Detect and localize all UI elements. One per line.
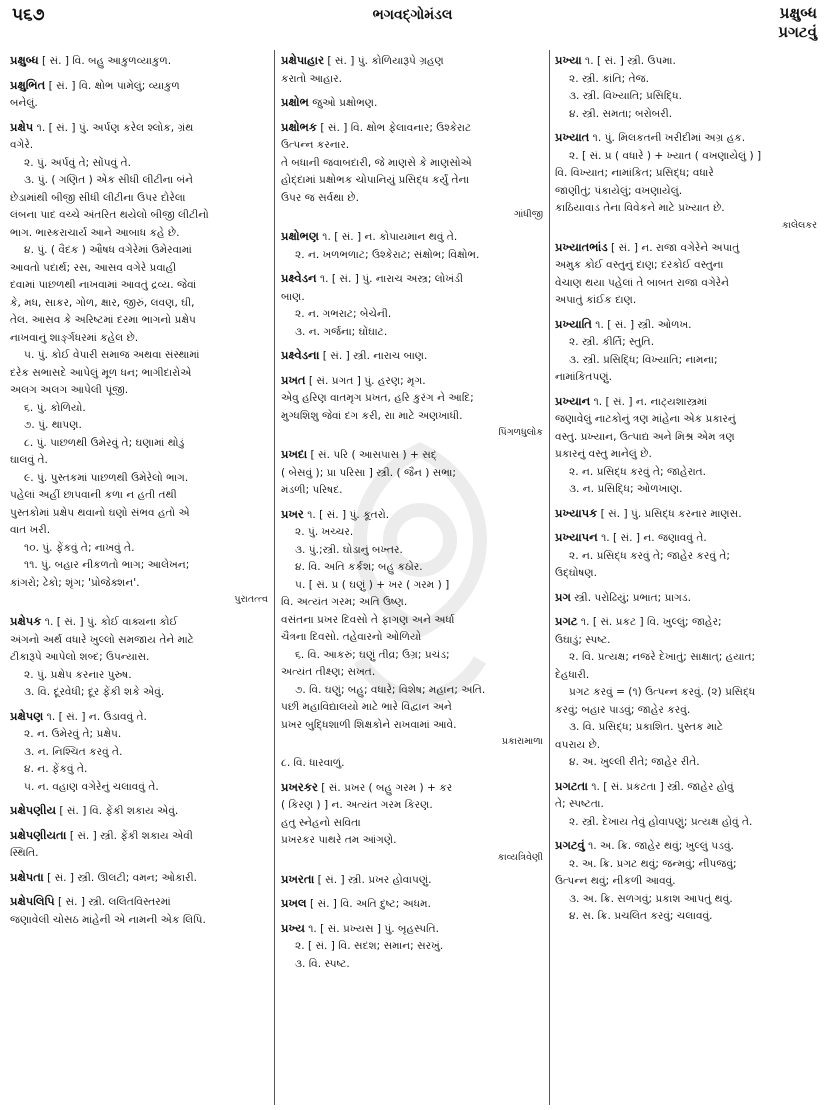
- dictionary-entry: [281, 895, 543, 914]
- entry-line: ૨. [ સં. ] વિ. સદશ; સમાન; સરખું.: [295, 940, 444, 952]
- entry-line: તે બધાની જવાબદારી, જે માણસે કે માણસોએ: [281, 156, 472, 169]
- entry-line: ૪. ન. ફેંકવું તે.: [24, 763, 88, 775]
- entry-first-line: પ્રખદા [ સં. પરિ ( આસપાસ ) + સદ્: [281, 447, 437, 461]
- entry-first-line: પ્રખત [ સં. પ્રગત ] પું. હરણ; મૃગ.: [281, 372, 426, 387]
- entry-line: દેહધારી.: [555, 668, 590, 681]
- entry-line: ૨. ન. પ્રસિદ્ધ કરવું તે; જાહેરાત.: [569, 465, 707, 478]
- dictionary-entry: [555, 589, 817, 608]
- dictionary-entry: [555, 837, 817, 926]
- entry-line: ૩. સ્ત્રી. પ્રસિદ્ધિ; વિખ્યાતિ; નામના;: [569, 353, 718, 366]
- headword: પ્રક્ષ્વેડના: [281, 348, 320, 362]
- dictionary-entry: [555, 778, 817, 832]
- entry-line: એવુ હરિણ વાતમૃગ પ્રખત, હરિ કુરંગ ને આદિ;: [281, 392, 474, 404]
- entry-line: જાણીતું; પંકાયેલું; વખણાયેલું.: [555, 184, 683, 197]
- entry-first-line: પ્રક્ષુબ્ધ [ સં. ] વિ. બહુ આકુળવ્યાકુળ.: [10, 53, 172, 67]
- entry-line: ૨. પું. અર્પવું તે; સોંપવું તે.: [24, 156, 132, 169]
- book-title: ભગવદ્ગોમંડલ: [372, 7, 453, 23]
- entry-line: પ્રકારનું વસ્તુ માનેલું છે.: [555, 448, 652, 460]
- citation-source: પિંગળધુલોક: [498, 427, 543, 438]
- entry-line: ૯. પું. પુસ્તકમાં પાછળથી ઉમેરેલો ભાગ.: [24, 471, 189, 484]
- headword: પ્રખદા: [281, 447, 308, 461]
- entry-line: વગેરે.: [10, 139, 34, 151]
- entry-first-line: પ્રગટતા ૧. [ સં. પ્રકટતા ] સ્ત્રી. જાહેર હોવું: [555, 778, 734, 793]
- headword: પ્રક્ષોભણ: [281, 229, 319, 243]
- entry-first-line: પ્રક્ષેપણ ૧. [ સં. ] ન. ઉડાવવું તે.: [10, 708, 147, 723]
- entry-line: હતુ સ્નેહનો સવિતા: [281, 816, 361, 829]
- dictionary-entry: [281, 347, 543, 366]
- entry-line: આવતો પદાર્થ; રસ, આસવ વગેરે પ્રવાહી: [10, 261, 177, 274]
- entry-first-line: પ્રક્ષોભણ ૧. [ સં. ] ન. કોપાયમાન થવું તે.: [281, 229, 458, 243]
- entry-first-line: પ્રખ્યાત ૧. પું. મિલકતની ખરીદીમાં અગ્ર હક.: [555, 130, 746, 144]
- entry-first-line: પ્રક્ષોભ જુઓ પ્રક્ષોભણ.: [281, 95, 378, 109]
- entry-line: ૩. અ. ક્રિ. સળગવું; પ્રકાશ આપતું થવું.: [569, 892, 733, 905]
- dictionary-entry: [555, 529, 817, 583]
- entry-line: ૨. [ સં. પ્ર ( વધારે ) + ખ્યાત ( વખણાયેલું ) ]: [569, 149, 762, 162]
- entry-line: ૩. ન. નિશ્ચિત કરવું તે.: [24, 745, 123, 758]
- dictionary-entry: [281, 871, 543, 890]
- dictionary-entry: [281, 372, 543, 441]
- headword: પ્રખ્યાન: [555, 393, 591, 408]
- entry-line: અપાતું કાંઈક દાણ.: [555, 294, 637, 306]
- headword: પ્રક્ષેપ: [10, 119, 34, 134]
- headword: પ્રક્ષેપણીય: [10, 803, 57, 817]
- dictionary-entry: [555, 393, 817, 499]
- headword: પ્રક્ષેપક: [10, 614, 42, 628]
- entry-line: દરેક સભાસદે આપેલું મૂળ ધન; ભાગીદારોએ: [10, 366, 192, 379]
- dictionary-entry: [10, 827, 268, 863]
- headword: પ્રગટતા: [555, 778, 588, 793]
- entry-line: ૧૧. પું. બહાર નીકળતો ભાગ; આલેખન;: [24, 559, 190, 571]
- entry-line: ૨. વિ. પ્રત્યક્ષ; નજરે દેખાતું; સાક્ષાત્; હયાત;: [569, 651, 756, 663]
- entry-first-line: પ્રખલ [ સં. ] વિ. અતિ દુષ્ટ; અધમ.: [281, 896, 432, 910]
- entry-line: ( બેસવું ); પ્રા પરિસા ] સ્ત્રી. ( જૈન ) સભા;: [281, 466, 456, 479]
- entry-line: ૫. ન. વહાણ વગેરેનું ચલાવવું તે.: [24, 780, 159, 793]
- entry-line: બાણ.: [281, 290, 305, 303]
- entry-line: વિ. વિખ્યાત; નામાંકિત; પ્રસિદ્ધ; વધારે: [555, 167, 714, 179]
- entry-line: કરવું; બહાર પાડવું; જાહેર કરવું.: [555, 703, 691, 716]
- entry-first-line: પ્રખર ૧. [ સં. ] પું. કૂતરો.: [281, 506, 390, 521]
- dictionary-entry: [281, 119, 543, 223]
- entry-line: ૩. સ્ત્રી. વિખ્યાતિ; પ્રસિદ્ધિ.: [569, 90, 682, 102]
- headword: પ્રક્ષોભક: [281, 119, 318, 134]
- headword: પ્રખ્યાતભાંડ: [555, 239, 608, 254]
- headword: પ્રક્ષેપણ: [10, 708, 44, 723]
- entry-first-line: પ્રક્ષ્વેડના [ સં. ] સ્ત્રી. નારાચ બાણ.: [281, 348, 428, 362]
- guide-word-last: પ્રગટવું: [778, 23, 817, 41]
- headword: પ્રખ્ય: [281, 920, 305, 935]
- entry-line: કાઠિયાવાડ તેના વિવેકને માટે પ્રખ્યાત છે.: [555, 202, 725, 214]
- entry-first-line: પ્રગટ ૧. [ સં. પ્રકટ ] વિ. ખુલ્લું; જાહેર;: [555, 614, 722, 628]
- dictionary-entry: [10, 869, 268, 888]
- entry-line: ૨. ન. ખળભળાટ; ઉશ્કેરાટ; સંક્ષોભ; વિક્ષોભ.: [295, 248, 480, 261]
- entry-line: ૧૦. પું. ફેંકવું તે; નાખવું તે.: [24, 541, 135, 554]
- entry-line: ૬. પું. કોળિયો.: [24, 401, 86, 414]
- entry-line: હોદ્દામાં પ્રક્ષોભક ચોપાનિયું પ્રસિદ્ધ કર્યું તેના: [281, 174, 470, 186]
- headword: પ્રખલ: [281, 896, 307, 910]
- entry-line: તે; સ્પષ્ટતા.: [555, 798, 604, 810]
- headword: પ્રક્ષુભિત: [10, 77, 46, 92]
- entry-line: ૪. સ. ક્રિ. પ્રચલિત કરવું; ચલાવવું.: [569, 910, 713, 922]
- entry-line: ૭. પું. થાપણ.: [24, 419, 82, 431]
- headword: પ્રખ્યાત: [555, 130, 590, 144]
- headword: પ્રક્ષેપતા: [10, 869, 44, 884]
- entry-line: ભાગ. ભાસ્કરાચાર્ય આને આબાધ કહે છે.: [10, 226, 180, 239]
- headword: પ્રખ્યાતિ: [555, 316, 592, 331]
- entry-first-line: પ્રગટવું ૧. અ. ક્રિ. જાહેર થવું; ખુલ્લું પડવું.: [555, 838, 734, 852]
- entry-first-line: પ્રક્ષેપ ૧. [ સં. ] પું. અર્પણ કરેલ શ્લોક, ગ્રંથ: [10, 119, 194, 134]
- page-number: ૫૬૭: [12, 5, 45, 25]
- entry-line: ઘાલવું તે.: [10, 454, 48, 466]
- column-rule-2: [549, 50, 550, 1105]
- dictionary-entry: [281, 94, 543, 113]
- entry-first-line: પ્રખ્ય ૧. [ સં. પ્રખ્યસ ] પું. બૃહસ્પતિ.: [281, 920, 439, 935]
- headword: પ્રખ્યા: [555, 53, 582, 67]
- entry-line: મુગ્ધશિશુ જેવાં દગ કરી, રાા માટે અણખાધી.: [281, 409, 463, 422]
- dictionary-entry: [281, 779, 543, 865]
- entry-line: ટીકારૂપે આપેલો શબ્દ; ઉપન્યાસ.: [10, 651, 150, 663]
- entry-line: અત્યંત તીક્ષ્ણ; સખત.: [281, 666, 376, 678]
- entry-line: ૫. [ સં. પ્ર ( ઘણું ) + ખર ( ગરમ ) ]: [295, 578, 450, 591]
- entry-line: કાંગરો; ઢેકો; શૃંગ; 'પ્રોજેક્શન'.: [10, 576, 140, 589]
- headword: પ્રખરકર: [281, 779, 318, 794]
- entry-first-line: પ્રખ્યાન ૧. [ સં. ] ન. નાટ્યશાસ્ત્રમાં: [555, 393, 708, 408]
- entry-first-line: પ્રક્ષેપક ૧. [ સં. ] પું. કોઈ વાક્યના કોઈ: [10, 614, 178, 628]
- entry-line: ૩. પું. ( ગણિત ) એક સીધી લીટીના બંને: [24, 174, 194, 186]
- citation-source: ગાંધીજી: [514, 209, 543, 220]
- entry-first-line: પ્રખ્યાતભાંડ [ સં. ] ન. રાજા વગેરેને અપાતું: [555, 239, 740, 254]
- entry-line: સ્થિતિ.: [10, 847, 39, 859]
- page-header: [0, 0, 825, 52]
- entry-first-line: પ્રખ્યાપન ૧. [ સં. ] ન. જણાવવું તે.: [555, 530, 707, 544]
- entry-line: ૪. સ્ત્રી. સમતા; બરોબરી.: [569, 107, 673, 120]
- guide-words: [778, 4, 817, 42]
- entry-first-line: પ્રખરકર [ સં. પ્રખર ( બહુ ગરમ ) + કર: [281, 779, 453, 794]
- citation-source: પ્રકારામાળા: [501, 736, 543, 747]
- entry-line: ૪. અ. ખુલ્લી રીતે; જાહેર રીતે.: [569, 756, 700, 768]
- entry-line: ૩. વિ. પ્રસિદ્ધ; પ્રકાશિત. પુસ્તક માટે: [569, 721, 724, 733]
- dictionary-entry: [281, 52, 543, 88]
- entry-line: ૨. પું. ખચ્ચર.: [295, 526, 354, 538]
- entry-line: જણાવેલી ચોસઠ માંહેની એ નામની એક લિપિ.: [10, 913, 206, 926]
- dictionary-entry: [281, 270, 543, 341]
- headword: પ્રક્ષ્વેડન: [281, 271, 317, 285]
- entry-line: નાખવાનું શાર્ઙ્ગધરમાં કહેલ છે.: [10, 331, 139, 344]
- entry-first-line: પ્રક્ષ્વેડન ૧. [ સં. ] પું. નારાચ અસ્ત્ર; લોખંડી: [281, 271, 463, 285]
- dictionary-entry: [10, 613, 268, 702]
- entry-first-line: પ્રક્ષેપણીય [ સં. ] વિ. ફેંકી શકાય એવું.: [10, 803, 179, 817]
- entry-line: વેચાણ થયા પહેલાં તે બાબત રાજા વગેરેને: [555, 276, 730, 289]
- entry-line: વિ. અત્યંત ગરમ; અતિ ઉષ્ણ.: [281, 596, 408, 608]
- entry-line: ૨. અ. ક્રિ. પ્રગટ થવું; જન્મવું; નીપજવું;: [569, 857, 737, 870]
- entry-line: વસંતના પ્રખર દિવસો તે ફાગણ અને અર્ધા: [281, 613, 455, 626]
- entry-line: અંગનો અર્થ વધારે ખુલ્લો સમજાય તેને માટે: [10, 633, 194, 646]
- headword: પ્રગ: [555, 589, 571, 604]
- entry-first-line: પ્રખ્યા ૧. [ સં. ] સ્ત્રી. ઉપમા.: [555, 53, 676, 67]
- entry-line: વસ્તુ. પ્રખ્યાન, ઉત્પાદ્ય અને મિશ્ર એમ ત્રણ: [555, 430, 735, 443]
- dictionary-entry: [10, 77, 268, 113]
- entry-first-line: પ્રક્ષેપતા [ સં. ] સ્ત્રી. ઊલટી; વમન; ઓકારી.: [10, 869, 198, 884]
- entry-line: ૨. ન. પ્રસિદ્ધ કરવું તે; જાહેર કરવું તે;: [569, 549, 730, 562]
- dictionary-entry: [555, 52, 817, 123]
- entry-line: ૪. પું. ( વૈદક ) ઔષધ વગેરેમાં ઉમેરવામાં: [24, 244, 192, 256]
- entry-line: કરાતો આહાર.: [281, 72, 343, 85]
- entry-line: પ્રખર બુદ્ધિશાળી શિક્ષકોને રાખવામાં આવે.: [281, 718, 457, 731]
- headword: પ્રખરતા: [281, 871, 315, 886]
- dictionary-entry: [555, 316, 817, 387]
- dictionary-entry: [281, 755, 543, 773]
- dictionary-entry: [555, 129, 817, 233]
- entry-line: તેલ. આસવ કે અરિષ્ટમાં દરમા ભાગનો પ્રક્ષેપ: [10, 314, 196, 326]
- entry-line: પહેલાં અહીં છાપવાની કળા ન હતી તથી: [10, 489, 177, 501]
- entry-first-line: પ્રખરતા [ સં. ] સ્ત્રી. પ્રખર હોવાપણું.: [281, 871, 432, 886]
- entry-line: ઉદ્ઘોષણ.: [555, 567, 598, 579]
- dictionary-entry: [10, 708, 268, 797]
- headword: પ્રક્ષોભ: [281, 95, 309, 109]
- entry-first-line: પ્રગ સ્ત્રી. પરોઢિયું; પ્રભાત; પ્રાગડ.: [555, 589, 691, 604]
- dictionary-entry: [281, 920, 543, 974]
- dictionary-entry: [281, 446, 543, 500]
- entry-line: પ્રગટ કરવું = (૧) ઉત્પન્ન કરવું. (૨) પ્રસિદ્ધ: [569, 686, 756, 698]
- entry-line: ઉત્પન્ન થવું; નીકળી આવવું.: [555, 875, 676, 887]
- entry-line: ૨. સ્ત્રી. કીર્તિ; સ્તુતિ.: [569, 336, 655, 348]
- entry-line: ૫. પું. કોઈ વેપારી સમાજ અથવા સંસ્થામાં: [24, 349, 200, 361]
- entry-line: કે, મધ, સાકર, ગોળ, ક્ષાર, જીરું, લવણ, ઘી,: [10, 296, 195, 309]
- dictionary-entry: [10, 802, 268, 821]
- entry-line: ચૈત્રના દિવસો. તહેવારનો ઓળિયો: [281, 631, 422, 643]
- entry-line: મંડળી; પરિષદ.: [281, 484, 343, 496]
- dictionary-entry: [281, 228, 543, 264]
- dictionary-entry: [10, 119, 268, 608]
- entry-line: વાત ખરી.: [10, 524, 51, 536]
- headword: પ્રક્ષેપણીયતા: [10, 827, 67, 842]
- entry-line: ૨. સ્ત્રી. દેખાય તેવું હોવાપણું; પ્રત્યક્ષ હોવું તે.: [569, 815, 753, 828]
- entry-first-line: પ્રક્ષેપાહાર [ સં. ] પું. કોળિયારૂપે ગ્રહણ: [281, 53, 444, 67]
- dictionary-entry: [10, 893, 268, 929]
- entry-line: ૩. વિ. સ્પષ્ટ.: [295, 957, 350, 970]
- dictionary-entry: [281, 506, 543, 750]
- column-left: [10, 52, 268, 1102]
- entry-line: નામાંકિતપણું.: [555, 371, 612, 383]
- entry-line: પછી મહાવિદ્યાલયો માટે ભારે વિદ્વાન અને: [281, 701, 452, 713]
- entry-first-line: પ્રક્ષેપલિપિ [ સં. ] સ્ત્રી. લલિતવિસ્તરમાં: [10, 894, 171, 908]
- entry-line: ઉઘાડું; સ્પષ્ટ.: [555, 633, 611, 646]
- entry-line: ૨. ન. ઉમેરવું તે; પ્રક્ષેપ.: [24, 728, 122, 740]
- headword: પ્રખર: [281, 506, 304, 521]
- entry-line: ૩. પું.;સ્ત્રી. ઘોડાનું બખ્તર.: [295, 543, 403, 556]
- headword: પ્રખત: [281, 372, 306, 387]
- entry-line: બનેલું.: [10, 97, 38, 109]
- entry-line: વપરાય છે.: [555, 738, 601, 751]
- entry-line: અલગ અલગ આપેલી પૂંજી.: [10, 384, 129, 396]
- headword: પ્રગટવું: [555, 838, 585, 852]
- entry-line: ( કિરણ ) ] ન. અત્યંત ગરમ કિરણ.: [281, 799, 433, 811]
- headword: પ્રખ્યાપન: [555, 530, 598, 544]
- entry-line: દવામાં પાછળથી નાખવામાં આવતું દ્રવ્ય. જેવાં: [10, 279, 197, 291]
- entry-line: ૭. વિ. ઘણું; બહુ; વધારે; વિશેષ; મહાન; અતિ.: [295, 683, 486, 696]
- headword: પ્રખ્યાપક: [555, 505, 598, 520]
- entry-line: ૩. વિ. દૂરવેધી; દૂર ફેંકી શકે એવું.: [24, 686, 165, 698]
- headword: પ્રક્ષુબ્ધ: [10, 53, 39, 67]
- entry-line: છેડામાંથી બીજી સીધી લીટીના ઉપર દોરેલા: [10, 191, 186, 204]
- entry-line: ૩. ન. ગર્જના; ઘોંઘાટ.: [295, 325, 388, 338]
- column-right: [555, 52, 817, 1102]
- entry-line: ૨. ન. ગભરાટ; બેચેની.: [295, 308, 392, 320]
- column-rule-1: [274, 50, 275, 1105]
- entry-line: ૩. ન. પ્રસિદ્ધિ; ઓળખાણ.: [569, 483, 683, 495]
- column-middle: [281, 52, 543, 1102]
- citation-source: કાલેલકર: [781, 219, 817, 231]
- citation-source: કાવ્યત્રિવેણી: [497, 851, 543, 863]
- entry-line: ૬. વિ. આકરું; ઘણું તીવ્ર; ઉગ્ર; પ્રચંડ;: [295, 648, 450, 661]
- entry-line: ૪. વિ. અતિ કર્કશ; બહુ કઠોર.: [295, 561, 423, 573]
- entry-first-line: પ્રક્ષોભક [ સં. ] વિ. ક્ષોભ ફેલાવનાર; ઉશ્કેરાટ: [281, 119, 472, 134]
- entry-line: ઉપર જ સર્વથા છે.: [281, 191, 359, 204]
- entry-line: પુસ્તકોમાં પ્રક્ષેપ થવાનો ઘણો સંભવ હતો એ: [10, 506, 190, 519]
- headword: પ્રક્ષેપાહાર: [281, 53, 325, 67]
- entry-first-line: પ્રખ્યાપક [ સં. ] પું. પ્રસિદ્ધ કરનાર માણસ.: [555, 505, 742, 520]
- citation-source: પુરાતત્ત્વ: [234, 594, 268, 605]
- dictionary-entry: [555, 613, 817, 772]
- entry-line: અમુક કોઈ વસ્તુનું દાણ; દરકોઈ વસ્તુના: [555, 259, 724, 271]
- entry-first-line: ૮. વિ. ધારવાળું.: [281, 757, 345, 769]
- entry-first-line: પ્રક્ષેપણીયતા [ સં. ] સ્ત્રી. ફેંકી શકાય એવી: [10, 827, 193, 842]
- entry-line: ઉત્પન્ન કરનાર.: [281, 139, 350, 151]
- guide-word-first: પ્રક્ષુબ્ધ: [779, 4, 817, 22]
- entry-line: ૨. પું. પ્રક્ષેપ કરનાર પુરુષ.: [24, 668, 132, 681]
- entry-line: લંબના પાદ વચ્ચે અંતરિત થયેલો બીજી લીટીનો: [10, 209, 209, 221]
- headword: પ્રક્ષેપલિપિ: [10, 894, 55, 908]
- entry-line: પ્રખરકર પાથરે તમ આંગણે.: [281, 834, 397, 846]
- dictionary-entry: [555, 505, 817, 524]
- entry-line: ૨. સ્ત્રી. કાંતિ; તેજ.: [569, 72, 649, 85]
- dictionary-entry: [555, 239, 817, 310]
- headword: પ્રગટ: [555, 614, 578, 628]
- entry-line: જણાવેલું નાટકોનું ત્રણ માંહેના એક પ્રકારનું: [555, 413, 736, 425]
- entry-line: ૮. પું. પાછળથી ઉમેરવું તે; ઘણામાં થોડું: [24, 436, 185, 449]
- dictionary-entry: [10, 52, 268, 71]
- entry-first-line: પ્રક્ષુભિત [ સં. ] વિ. ક્ષોભ પામેલું; વ્યાકુળ: [10, 77, 180, 92]
- entry-first-line: પ્રખ્યાતિ ૧. [ સં. ] સ્ત્રી. ઓળખ.: [555, 316, 692, 331]
